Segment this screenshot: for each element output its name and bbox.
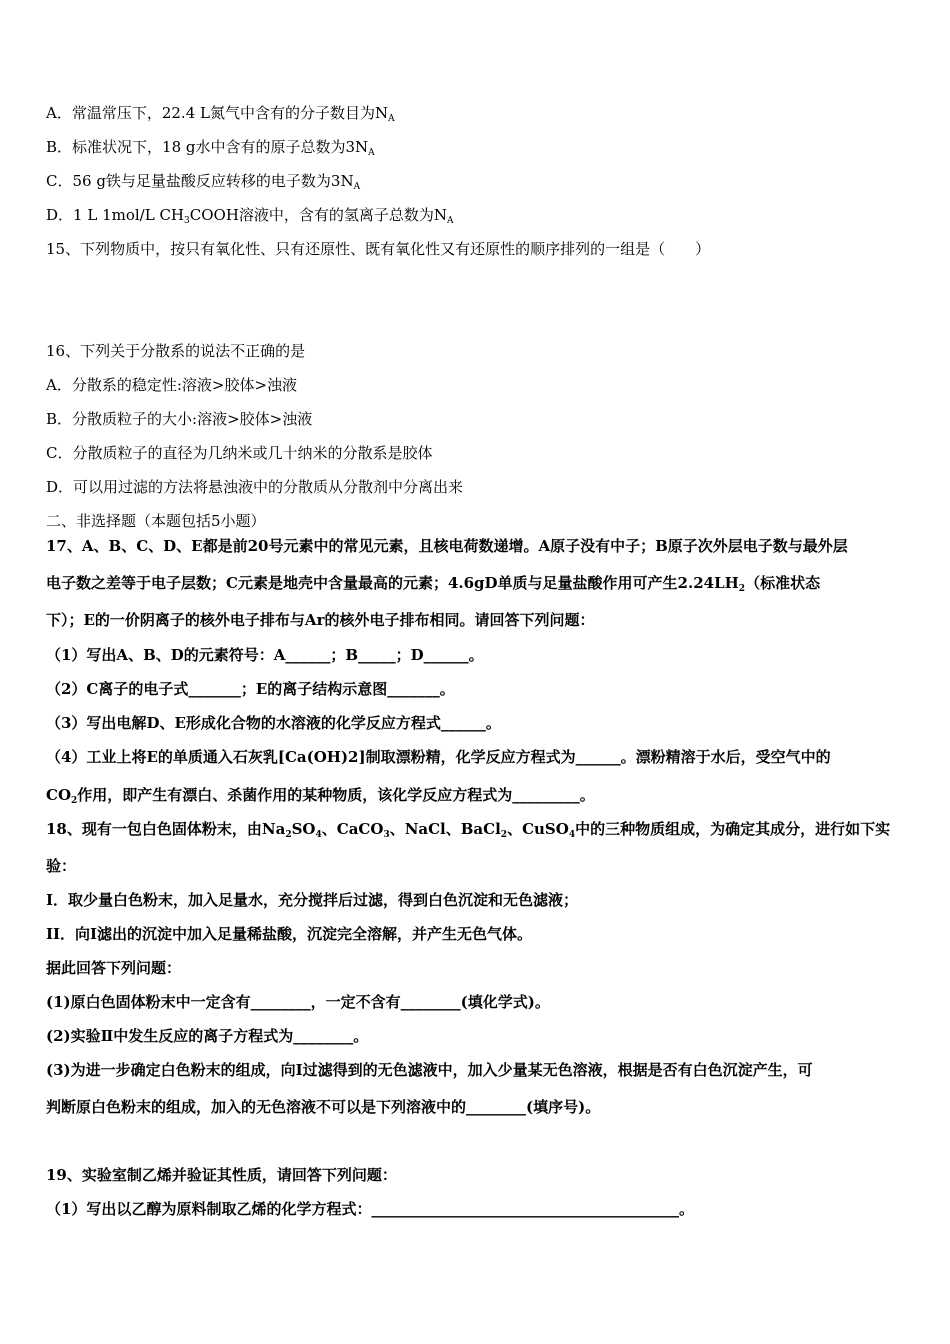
q17-part-4: （4）工业上将E的单质通入石灰乳[Ca(OH)2]制取漂粉精，化学反应方程式为______。漂粉精溶于水后，受空气中的 <box>46 748 831 766</box>
q17-part-4-cont: $CO_2$作用，即产生有漂白、杀菌作用的某种物质，该化学反应方程式为_________。 <box>46 786 595 805</box>
q16-option-d: D．可以用过滤的方法将悬浊液中的分散质从分散剂中分离出来 <box>46 478 464 496</box>
q17-line-3: 下）；E的一价阴离子的核外电子排布与Ar的核外电子排布相同。请回答下列问题： <box>46 611 595 629</box>
q18-part-3: (3)为进一步确定白色粉末的组成，向Ⅰ过滤得到的无色滤液中，加入少量某无色溶液，根据是否有白色沉淀产生，可 <box>46 1061 813 1079</box>
section-heading: 二、非选择题（本题包括5小题） <box>46 512 266 530</box>
q16-option-b: B．分散质粒子的大小:溶液>胶体>浊液 <box>46 410 313 428</box>
q16-stem: 16、下列关于分散系的说法不正确的是 <box>46 342 306 360</box>
q17-part-3: （3）写出电解D、E形成化合物的水溶液的化学反应方程式______。 <box>46 714 501 732</box>
q18-line-1: 18、现有一包白色固体粉末，由$Na_2SO_4$、CaCO$_3$、NaCl、BaCl$_2$、CuSO$_4$中的三种物质组成，为确定其成分，进行如下实 <box>46 820 891 839</box>
q16-option-a: A．分散系的稳定性:溶液>胶体>浊液 <box>46 376 298 394</box>
q18-part-3-cont: 判断原白色粉末的组成，加入的无色溶液不可以是下列溶液中的________(填序号)。 <box>46 1098 601 1116</box>
q18-step-1: I．取少量白色粉末，加入足量水，充分搅拌后过滤，得到白色沉淀和无色滤液； <box>46 891 579 909</box>
q19-stem: 19、实验室制乙烯并验证其性质，请回答下列问题： <box>46 1166 397 1184</box>
q18-hint: 据此回答下列问题： <box>46 959 182 977</box>
q19-part-1: （1）写出以乙醇为原料制取乙烯的化学方程式：_________________________________________。 <box>46 1200 694 1218</box>
q18-line-2: 验： <box>46 857 77 875</box>
q15-stem: 15、下列物质中，按只有氧化性、只有还原性、既有氧化性又有还原性的顺序排列的一组是（ ） <box>46 240 711 258</box>
q14-option-c: C．56 g铁与足量盐酸反应转移的电子数为$3N_A$ <box>46 172 361 191</box>
q16-option-c: C．分散质粒子的直径为几纳米或几十纳米的分散系是胶体 <box>46 444 433 462</box>
q14-option-b: B．标准状况下，18 g水中含有的原子总数为$3N_A$ <box>46 138 375 157</box>
q17-part-2: （2）C离子的电子式_______；E的离子结构示意图_______。 <box>46 680 455 698</box>
q14-option-d: D．1 L 1mol/L $CH_3COOH$溶液中，含有的氢离子总数为$N_A$ <box>46 206 454 225</box>
q18-part-2: (2)实验Ⅱ中发生反应的离子方程式为________。 <box>46 1027 369 1045</box>
q17-line-1: 17、A、B、C、D、E都是前20号元素中的常见元素，且核电荷数递增。A原子没有中子；B原子次外层电子数与最外层 <box>46 537 848 555</box>
q18-part-1: (1)原白色固体粉末中一定含有________，一定不含有________(填化学式)。 <box>46 993 550 1011</box>
q17-line-2: 电子数之差等于电子层数；C元素是地壳中含量最高的元素；4.6gD单质与足量盐酸作用可产生$2.24LH_2$（标准状态 <box>46 574 821 593</box>
q14-option-a: A．常温常压下，22.4 L氮气中含有的分子数目为$N_A$ <box>46 104 395 123</box>
q18-step-2: II．向Ⅰ滤出的沉淀中加入足量稀盐酸，沉淀完全溶解，并产生无色气体。 <box>46 925 533 943</box>
q17-part-1: （1）写出A、B、D的元素符号：A______；B_____；D______。 <box>46 646 484 664</box>
